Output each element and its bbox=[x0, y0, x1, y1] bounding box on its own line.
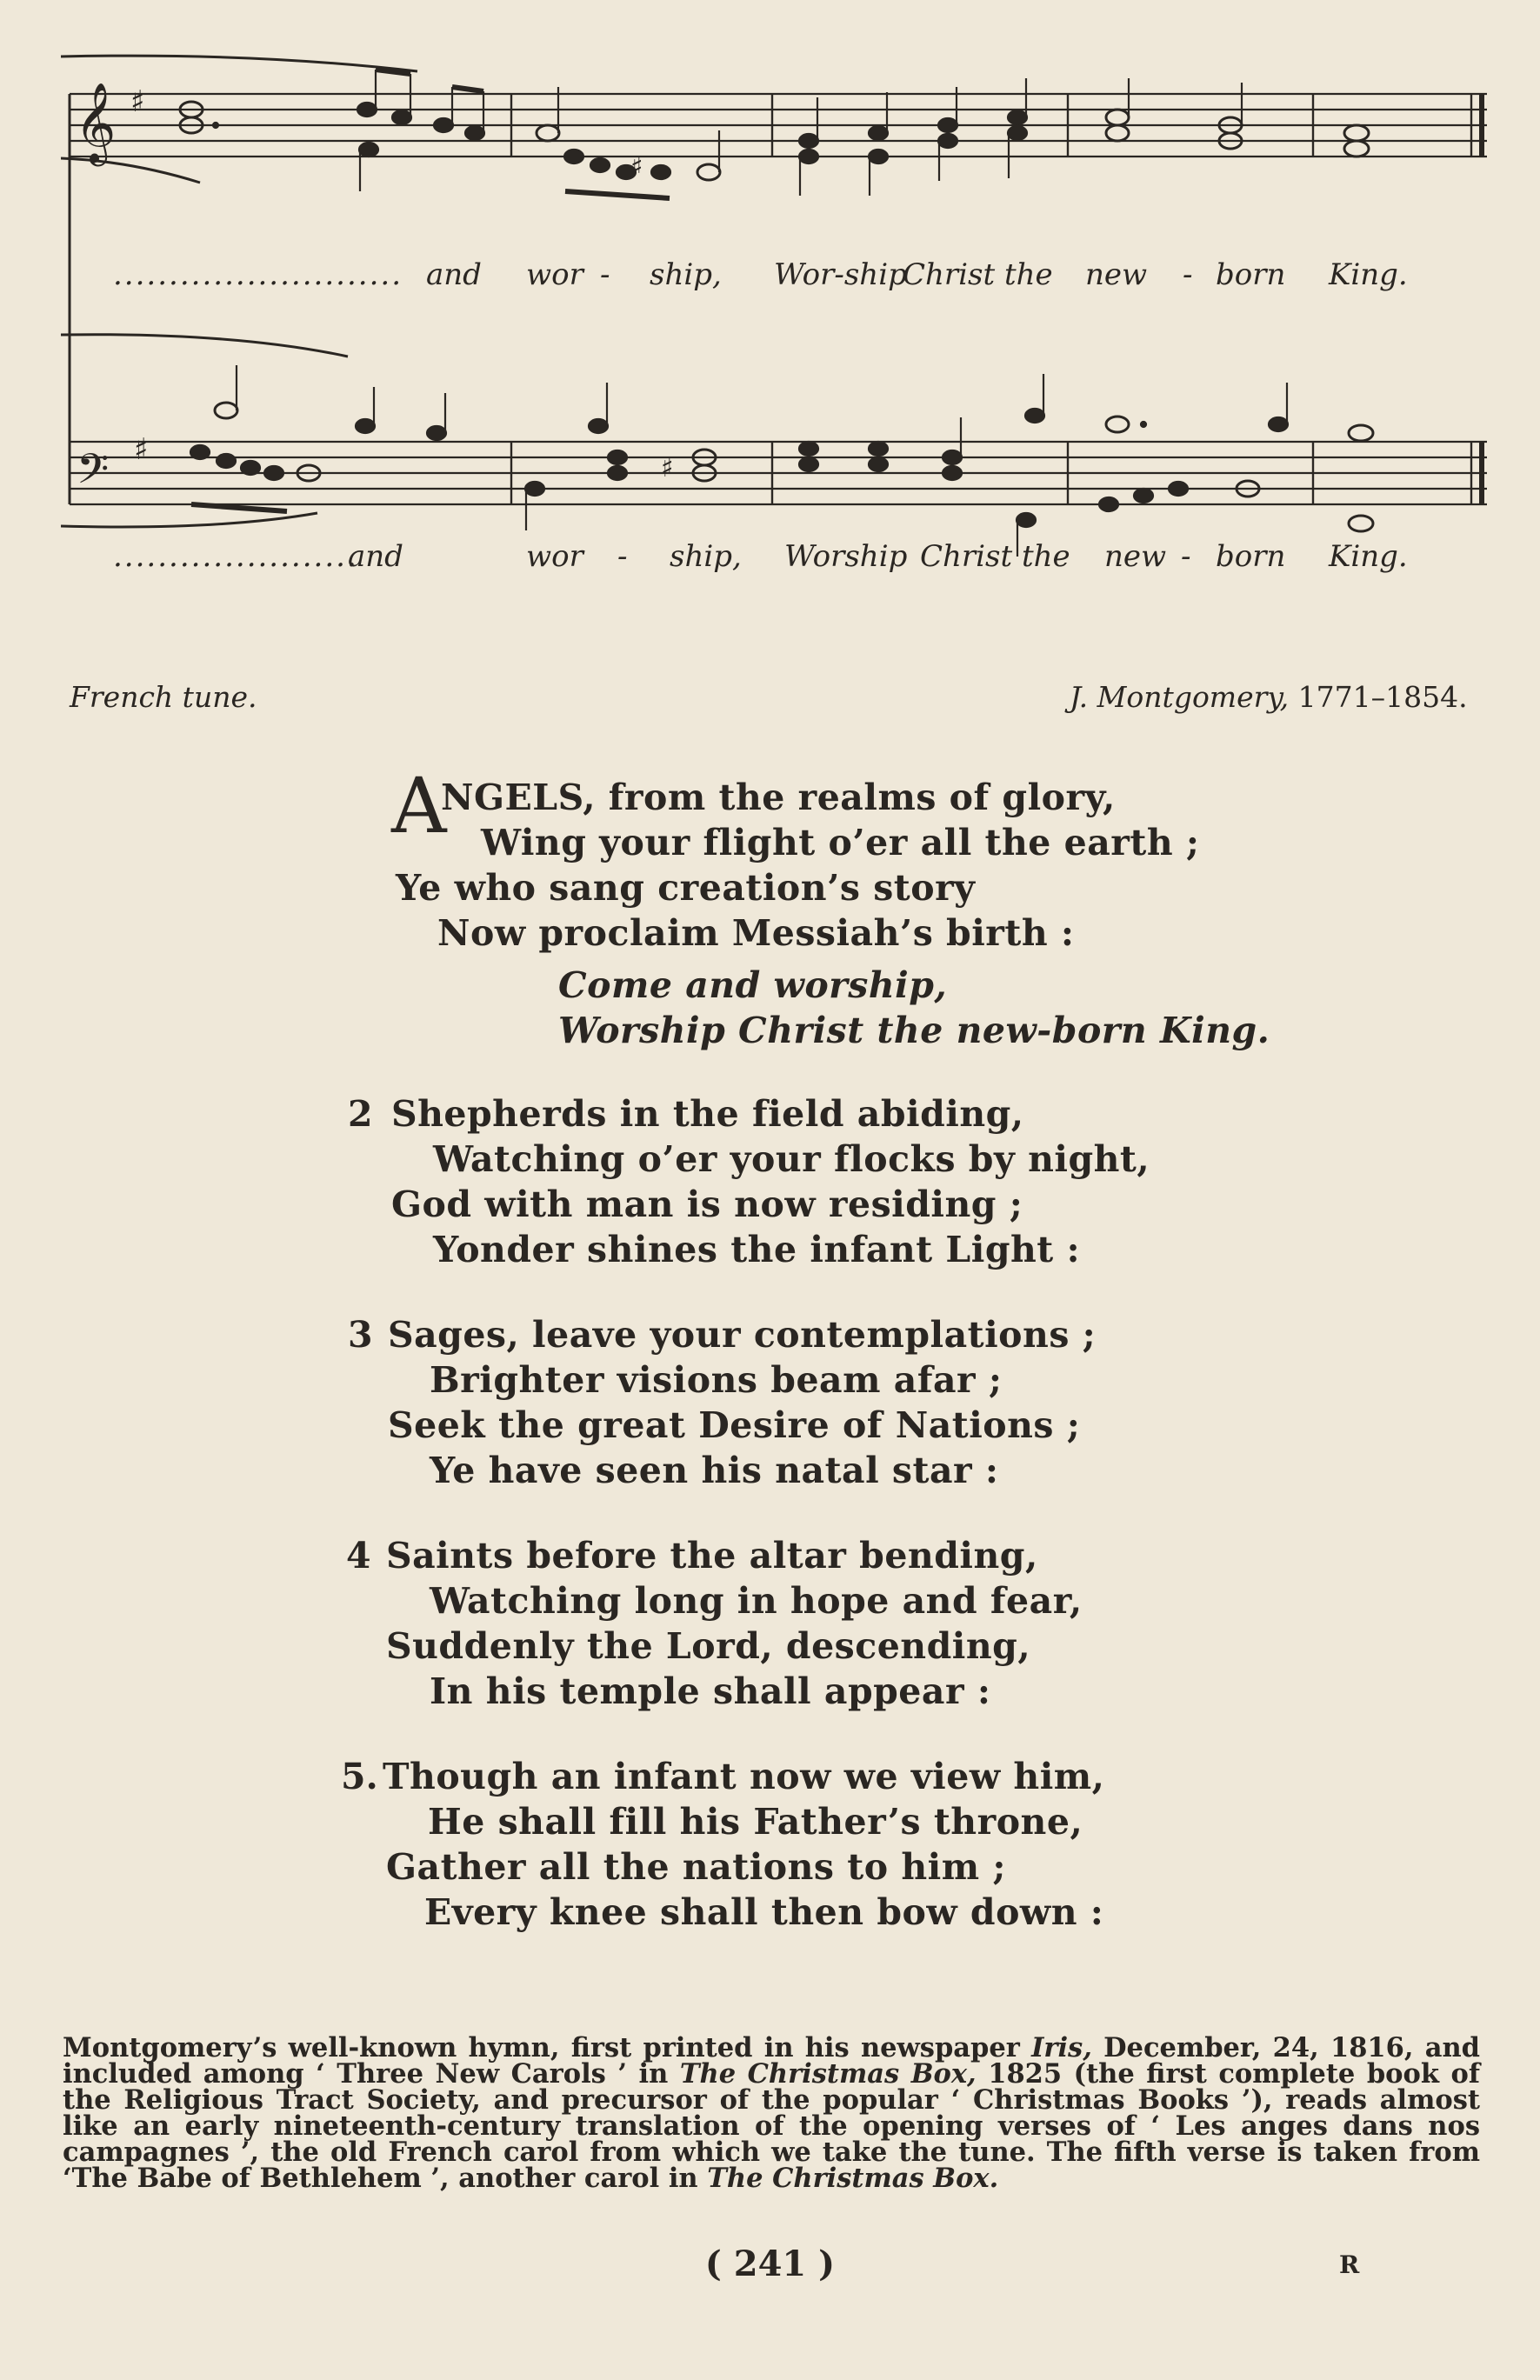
author-dates: 1771–1854. bbox=[1297, 680, 1468, 714]
verse-line: Wing your flight o’er all the earth ; bbox=[481, 822, 1200, 863]
treble-clef-icon: 𝄞 bbox=[75, 82, 117, 163]
verse-line: Gather all the nations to him ; bbox=[386, 1846, 1007, 1888]
historical-note bbox=[63, 2032, 1481, 2194]
lyric-leader: .......................... bbox=[113, 257, 403, 292]
verse-line: He shall fill his Father’s throne, bbox=[428, 1801, 1083, 1843]
treble-staff bbox=[70, 94, 1487, 157]
lyric-word: - bbox=[1181, 539, 1191, 574]
page-number: ( 241 ) bbox=[704, 2243, 836, 2284]
verse-line: Sages, leave your contemplations ; bbox=[388, 1314, 1097, 1356]
verse-line: Ye who sang creation’s story bbox=[396, 867, 976, 909]
lyric-leader: ...................... bbox=[113, 539, 358, 574]
verse-number: 4 bbox=[346, 1535, 371, 1577]
lyric-word: Christ the bbox=[920, 539, 1070, 574]
note-italic: Iris, bbox=[1031, 2032, 1092, 2063]
bass-lyrics bbox=[113, 539, 1417, 577]
refrain-line: Worship Christ the new-born King. bbox=[558, 1010, 1270, 1051]
verse-line: Every knee shall then bow down : bbox=[424, 1891, 1104, 1933]
verse-line: Watching o’er your flocks by night, bbox=[433, 1138, 1150, 1180]
author-name: J. Montgomery, bbox=[1070, 680, 1290, 714]
lyric-word: wor bbox=[526, 539, 583, 574]
lyric-word: new bbox=[1085, 257, 1148, 292]
verse-line: Though an infant now we view him, bbox=[383, 1756, 1105, 1797]
verse-number: 3 bbox=[348, 1314, 373, 1356]
key-sharp-icon: ♯ bbox=[130, 84, 145, 119]
lyric-word: - bbox=[1183, 257, 1193, 292]
svg-text:♯: ♯ bbox=[630, 152, 643, 183]
verse-line: Now proclaim Messiah’s birth : bbox=[437, 912, 1075, 954]
tune-attribution: French tune. bbox=[70, 680, 257, 714]
lyric-word: ship, bbox=[650, 257, 722, 292]
note-text: Montgomery’s well-known hymn, first printed in his newspaper bbox=[63, 2032, 1032, 2063]
note-italic: The Christmas Box. bbox=[707, 2163, 999, 2194]
note-text: December, 24, 1816, and included among ‘ Three New Carols ’ in bbox=[63, 2032, 1481, 2090]
key-sharp-icon: ♯ bbox=[134, 432, 149, 467]
lyric-word: - bbox=[617, 539, 628, 574]
bass-notes bbox=[190, 365, 1373, 557]
verse-line: NGELS, from the realms of glory, bbox=[441, 777, 1116, 818]
verse-line: Suddenly the Lord, descending, bbox=[386, 1625, 1031, 1667]
verse-line: Seek the great Desire of Nations ; bbox=[388, 1404, 1081, 1446]
svg-text:♯: ♯ bbox=[661, 453, 674, 483]
lyric-word: Christ the bbox=[903, 257, 1053, 292]
score-svg bbox=[61, 35, 1504, 591]
music-score bbox=[61, 35, 1504, 591]
verse-line: Ye have seen his natal star : bbox=[430, 1450, 999, 1491]
verse-line: Shepherds in the field abiding, bbox=[391, 1093, 1024, 1135]
drop-cap: A bbox=[391, 761, 447, 850]
barlines bbox=[511, 94, 1482, 504]
treble-notes bbox=[180, 70, 1369, 198]
lyric-word: Worship bbox=[784, 539, 908, 574]
refrain-line: Come and worship, bbox=[558, 964, 948, 1006]
bass-clef-icon: 𝄢 bbox=[77, 444, 110, 503]
author-attribution bbox=[1070, 680, 1468, 714]
lyric-word: born bbox=[1216, 539, 1286, 574]
lyric-word: Wor-ship bbox=[774, 257, 907, 292]
note-italic: The Christmas Box, bbox=[679, 2058, 977, 2090]
lyric-word: and bbox=[348, 539, 403, 574]
verse-line: Saints before the altar bending, bbox=[386, 1535, 1038, 1577]
lyric-word: born bbox=[1216, 257, 1286, 292]
verse-number: 5. bbox=[341, 1756, 378, 1797]
lyric-word: ship, bbox=[670, 539, 742, 574]
verse-line: Yonder shines the infant Light : bbox=[433, 1229, 1081, 1270]
lyric-word: King. bbox=[1329, 257, 1408, 292]
verse-line: Brighter visions beam afar ; bbox=[430, 1359, 1003, 1401]
lyric-word: wor bbox=[526, 257, 583, 292]
note-text: 1825 (the first complete book of the Religious Tract Society, and precursor of the popular ‘ Christmas Books ’), reads almost like an early nineteenth-century translation of the opening verses of ‘ Les anges dans nos campagnes ’, the old French carol from which we take the tune. The fifth verse is taken from ‘The Babe of Bethlehem ’, another carol in bbox=[63, 2058, 1481, 2194]
signature-mark: R bbox=[1339, 2250, 1360, 2279]
lyric-word: new bbox=[1104, 539, 1167, 574]
verse-line: Watching long in hope and fear, bbox=[430, 1580, 1083, 1622]
lyric-word: - bbox=[600, 257, 610, 292]
lyric-word: King. bbox=[1329, 539, 1408, 574]
treble-lyrics bbox=[113, 257, 1417, 296]
verse-line: God with man is now residing ; bbox=[391, 1183, 1023, 1225]
lyric-word: and bbox=[426, 257, 482, 292]
verse-number: 2 bbox=[348, 1093, 373, 1135]
verse-line: In his temple shall appear : bbox=[430, 1670, 991, 1712]
